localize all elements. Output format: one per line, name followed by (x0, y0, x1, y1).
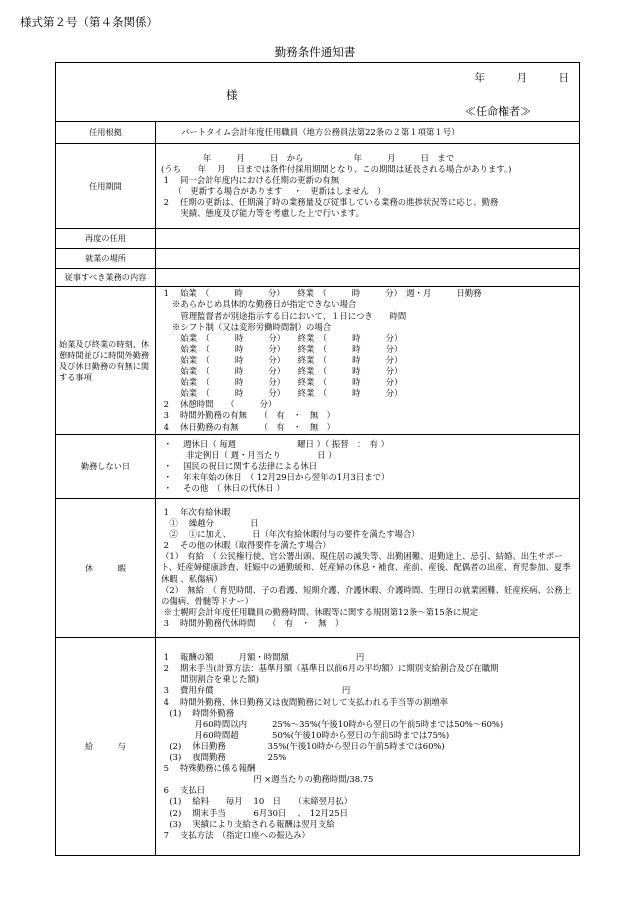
pay-line: (1) 時間外勤務 (161, 707, 235, 718)
addressee: 様 (226, 88, 238, 102)
hours-line: 始業 （ 時 分） 終業 （ 時 分） (161, 354, 403, 365)
period-line: 年 月 日 から 年 月 日 まで (161, 152, 455, 163)
holidays-line: ・ その他 （ 休日の代休日 ） (161, 483, 285, 494)
leave-line: 3 時間外勤務代休時間 （ 有 ・ 無 ） (161, 617, 344, 628)
pay-line: 6 支払日 (161, 785, 206, 796)
reappointment-value (156, 229, 580, 249)
label-duties: 従事すべき業務の内容 (56, 269, 156, 287)
pay-line: 3 費用弁償 円 (161, 685, 351, 696)
pay-line: 7 支払方法 （指定口座への振込み） (161, 829, 310, 840)
hours-line: 3 時間外勤務の有無 （ 有 ・ 無 ） (161, 410, 335, 421)
leave-content (156, 499, 580, 638)
hours-line: 2 休憩時間 （ 分） (161, 399, 277, 410)
label-period: 任用期間 (56, 144, 156, 229)
hours-line: 始業 （ 時 分） 終業 （ 時 分） (161, 366, 403, 377)
label-basis: 任用根拠 (56, 122, 156, 144)
workplace-value (156, 249, 580, 269)
pay-line: (2) 休日勤務 35%(午後10時から翌日の午前5時までは60%) (161, 740, 445, 751)
row-period (56, 144, 580, 229)
conditions-table (55, 62, 580, 856)
leave-line: 2 その他の休暇（取得要件を満たす場合） (161, 540, 331, 551)
leave-line: ② ①に加え、 日（年次有給休暇付与の要件を満たす場合） (161, 529, 420, 540)
leave-line: （2） 無給 （ 育児時間、子の看護、短期介護、介護休暇、介護時間、生理日の就業困難、妊産疾病、公務上の傷病、骨髄等ドナー） (161, 584, 571, 606)
period-line: 2 任期の更新は、任期満了時の業務量及び従事している業務の進捗状況等に応じ、勤務 (161, 197, 499, 208)
pay-line: 4 時間外勤務、休日勤務又は夜間勤務に対して支払われる手当等の割増率 (161, 696, 449, 707)
label-leave: 休 暇 (56, 499, 156, 638)
holidays-line: ・ 週休日（ 毎週 曜日 ）（ 振替 ： 有 ） (161, 438, 389, 449)
hours-line: 4 休日勤務の有無 （ 有 ・ 無 ） (161, 421, 335, 432)
label-holidays: 勤務しない日 (56, 435, 156, 499)
period-line: 実績、態度及び能力等を考慮した上で行います。 (161, 208, 364, 219)
appointing-authority: ≪任命権者≫ (465, 105, 531, 118)
hours-line: 始業 （ 時 分） 終業 （ 時 分） (161, 332, 403, 343)
pay-line: 間別割合を乗じた額) (161, 674, 260, 685)
hours-line: 始業 （ 時 分） 終業 （ 時 分） (161, 343, 403, 354)
holidays-line: ・ 年末年始の休日 （ 12月29日から翌年の1月3日まで） (161, 472, 390, 483)
label-hours: 始業及び終業の時刻、休憩時間並びに時間外勤務及び休日勤務の有無に関する事項 (56, 287, 156, 435)
pay-line: 2 期末手当(計算方法：基準月額（基準日以前6月の平均額）に期別支給割合及び在職期 (161, 663, 499, 674)
notice-date: 年 月 日 (474, 72, 569, 84)
label-pay: 給 与 (56, 638, 156, 856)
pay-line: 月60時間超 50%(午後10時から翌日の午前5時までは75%) (161, 729, 450, 740)
hours-line: ※シフト制（又は変形労働時間制）の場合 (161, 321, 332, 332)
leave-line: （1） 有給 （ 公民権行使、官公署出頭、現住居の滅失等、出勤困難、退勤途上、忌引、結婚、出生サポート、妊産婦健康診査、妊娠中の通勤緩和、妊産婦の休息・補食、産前、産後、配偶者の出産、育児参加、夏季休暇 、私傷病） (161, 551, 571, 584)
row-duties (56, 269, 580, 287)
holidays-line: 非定例日（ 週・月当たり 日 ） (161, 449, 337, 460)
row-reappointment (56, 229, 580, 249)
row-hours (56, 287, 580, 435)
holidays-line: ・ 国民の祝日に関する法律による休日 (161, 460, 318, 471)
pay-content (156, 638, 580, 856)
pay-line: (3) 夜間勤務 25% (161, 752, 287, 763)
hours-line: 管理監督者が別途指示する日において、１日につき 時間 (161, 310, 407, 321)
row-basis (56, 122, 580, 144)
hours-line: 1 始業 （ 時 分） 終業 （ 時 分） 週・月 日勤務 (161, 288, 482, 299)
pay-line: 5 特殊勤務に係る報酬 (161, 763, 256, 774)
row-holidays (56, 435, 580, 499)
hours-content (156, 287, 580, 435)
pay-line: 1 報酬の額 月額・時間額 円 (161, 652, 365, 663)
period-content (156, 144, 580, 229)
leave-line: ※士幌町会計年度任用職員の勤務時間、休暇等に関する規則第12条～第15条に規定 (161, 606, 479, 617)
row-workplace (56, 249, 580, 269)
header-row (56, 63, 580, 122)
period-line: (うち 年 月 日までは条件付採用期間となり、この期間は延長される場合があります。) (161, 163, 512, 174)
basis-text: パートタイム会計年度任用職員（地方公務員法第22条の２第１項第１号） (181, 126, 460, 137)
holidays-content (156, 435, 580, 499)
period-line: 1 同一会計年度内における任期の更新の有無 (161, 174, 340, 185)
pay-line: (3) 実績により支給される報酬は翌月支給 (161, 818, 335, 829)
pay-line: (1) 給料 毎月 10 日 （末締翌月払） (161, 796, 353, 807)
leave-line: ① 繰越分 日 (161, 518, 259, 529)
pay-line: (2) 期末手当 6月30日 、 12月25日 (161, 807, 348, 818)
hours-line: 始業 （ 時 分） 終業 （ 時 分） (161, 388, 403, 399)
duties-value (156, 269, 580, 287)
leave-line: 1 年次有給休暇 (161, 506, 231, 517)
row-pay (56, 638, 580, 856)
row-leave (56, 499, 580, 638)
hours-line: ※あらかじめ具体的な勤務日が指定できない場合 (161, 299, 357, 310)
document-title: 勤務条件通知書 (274, 45, 356, 59)
label-workplace: 就業の場所 (56, 249, 156, 269)
period-line: （ 更新する場合があります ・ 更新はしません ） (161, 186, 386, 196)
hours-line: 始業 （ 時 分） 終業 （ 時 分） (161, 377, 403, 388)
form-number: 様式第２号（第４条関係） (20, 15, 158, 29)
pay-line: 月60時間以内 25%～35%(午後10時から翌日の午前5時までは50%～60%) (161, 718, 504, 729)
label-reappointment: 再度の任用 (56, 229, 156, 249)
pay-line: 円 ×週当たりの勤務時間/38.75 (161, 774, 374, 785)
